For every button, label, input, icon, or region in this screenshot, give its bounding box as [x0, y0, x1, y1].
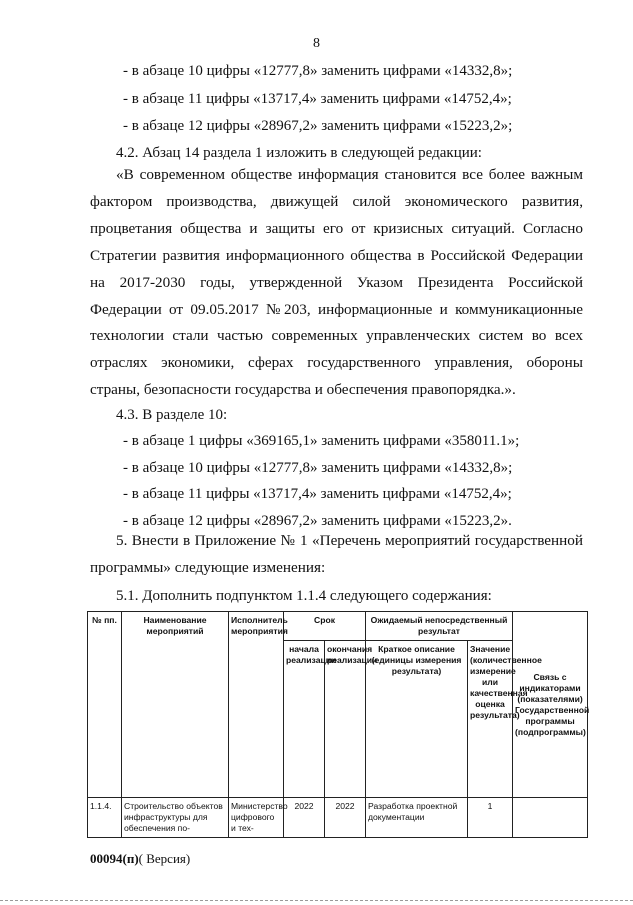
header-term: Срок [284, 612, 366, 641]
amend-line-3: - в абзаце 12 цифры «28967,2» заменить цифрами «15223,2»; [123, 118, 513, 134]
amend-line-7: - в абзаце 12 цифры «28967,2» заменить цифрами «15223,2». [123, 513, 512, 529]
header-executor: Исполнитель мероприятия [229, 612, 284, 798]
cell-end: 2022 [325, 798, 366, 838]
amend-line-6: - в абзаце 11 цифры «13717,4» заменить цифрами «14752,4»; [123, 486, 512, 502]
amend-line-2: - в абзаце 11 цифры «13717,4» заменить цифрами «14752,4»; [123, 91, 512, 107]
document-code: 00094(п) [90, 851, 139, 866]
document-version: ( Версия) [138, 851, 191, 866]
page-number: 8 [313, 36, 320, 51]
bottom-divider [0, 900, 633, 902]
footer [90, 851, 190, 867]
section-5-1-heading: 5.1. Дополнить подпунктом 1.1.4 следующего содержания: [116, 588, 492, 604]
cell-name: Строительство объектов инфраструктуры для обеспечения по- [122, 798, 229, 838]
header-end: окончания реализации [325, 641, 366, 798]
cell-start: 2022 [284, 798, 325, 838]
header-value: Значение (количественное измерение или качественная оценка результата) [468, 641, 513, 798]
quoted-paragraph: «В современном обществе информация становится все более важным фактором производства, движущей силой экономического развития, процветания общества и защиты его от кризисных ситуаций. Согласно Стратегии развития информационного общества в Российской Федерации на 2017-2030 годы, утвержденной Указом Президента Российской Федерации от 09.05.2017 №203, информационные и коммуникационные технологии стали частью современных управленческих систем во всех отраслях экономики, сферах государственного управления, обороны страны, безопасности государства и обеспечения правопорядка.». [90, 166, 583, 399]
table-row [88, 798, 588, 838]
header-link-indicators: Связь с индикаторами (показателями) Государственной программы (подпрограммы) [513, 612, 588, 798]
header-start: начала реализации [284, 641, 325, 798]
amend-line-1: - в абзаце 10 цифры «12777,8» заменить цифрами «14332,8»; [123, 63, 513, 79]
amend-line-4: - в абзаце 1 цифры «369165,1» заменить цифрами «358011.1»; [123, 433, 520, 449]
cell-link [513, 798, 588, 838]
cell-executor: Министерство цифрового и тех- [229, 798, 284, 838]
header-num: № пп. [88, 612, 122, 798]
measures-table [87, 611, 588, 838]
section-4-2-heading: 4.2. Абзац 14 раздела 1 изложить в следующей редакции: [116, 145, 482, 161]
header-name: Наименование мероприятий [122, 612, 229, 798]
section-5-paragraph: 5. Внести в Приложение № 1 «Перечень мероприятий государственной программы» следующие изменения: [90, 532, 583, 576]
header-description: Краткое описание (единицы измерения результата) [366, 641, 468, 798]
cell-description: Разработка проектной документации [366, 798, 468, 838]
amend-line-5: - в абзаце 10 цифры «12777,8» заменить цифрами «14332,8»; [123, 460, 513, 476]
header-expected-result: Ожидаемый непосредственный результат [366, 612, 513, 641]
cell-value: 1 [468, 798, 513, 838]
section-4-3-heading: 4.3. В разделе 10: [116, 407, 228, 423]
cell-num: 1.1.4. [88, 798, 122, 838]
